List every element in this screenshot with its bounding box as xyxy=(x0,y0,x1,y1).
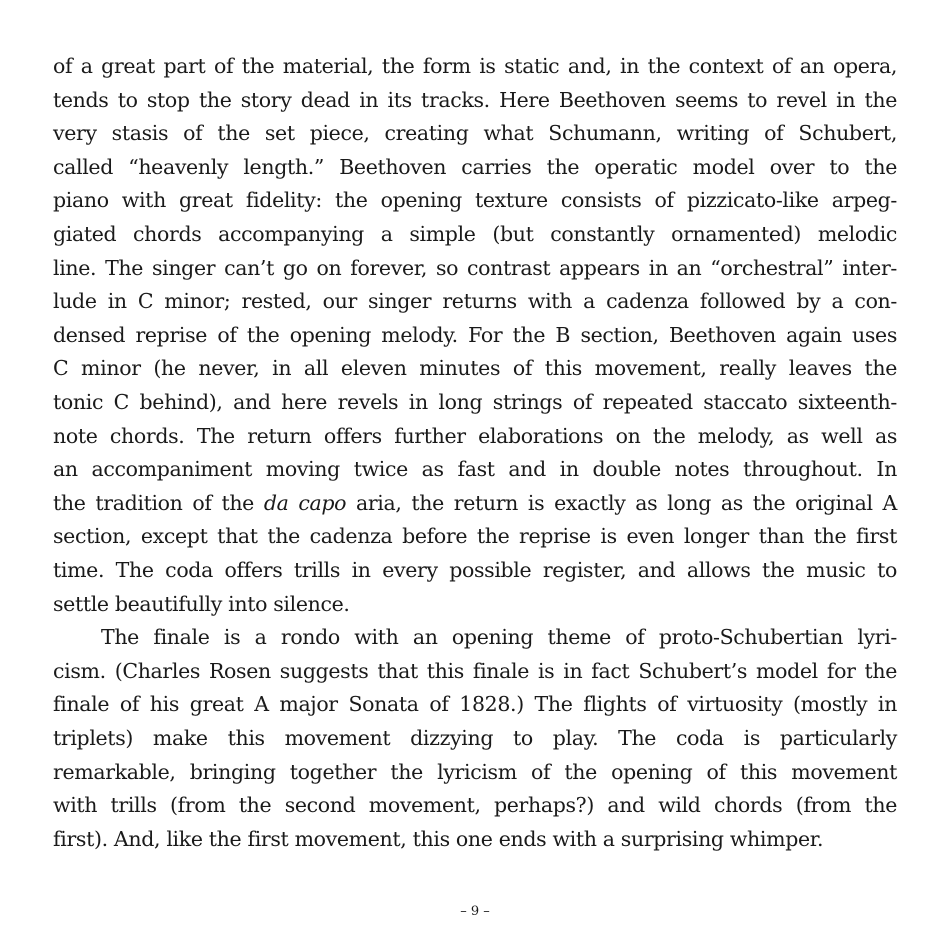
text-line: very stasis of the set piece, creating what Schumann, writing of Schubert, xyxy=(53,121,897,145)
text-line-paragraph-start: The finale is a rondo with an opening theme of proto-Schubertian lyri- xyxy=(101,625,897,649)
text-line: piano with great fidelity: the opening texture consists of pizzicato-like arpeg- xyxy=(53,188,897,212)
text-line: giated chords accompanying a simple (but constantly ornamented) melodic xyxy=(53,222,897,246)
text-line: densed reprise of the opening melody. For the B section, Beethoven again uses xyxy=(53,323,897,347)
text-line: tonic C behind), and here revels in long strings of repeated staccato sixteenth- xyxy=(53,390,897,414)
text-line-paragraph-end: settle beautifully into silence. xyxy=(53,592,350,616)
italic-term-da-capo: da capo xyxy=(263,491,347,515)
text-line: finale of his great A major Sonata of 1828.) The flights of virtuosity (mostly in xyxy=(53,692,897,716)
text-line: lude in C minor; rested, our singer returns with a cadenza followed by a con- xyxy=(53,289,897,313)
text-run: the tradition of the xyxy=(53,491,264,515)
text-line: with trills (from the second movement, perhaps?) and wild chords (from the xyxy=(53,793,897,817)
text-line: note chords. The return offers further elaborations on the melody, as well as xyxy=(53,424,897,448)
text-line: C minor (he never, in all eleven minutes of this movement, really leaves the xyxy=(53,356,897,380)
text-line: time. The coda offers trills in every possible register, and allows the music to xyxy=(53,558,897,582)
page-number: – 9 – xyxy=(460,904,490,919)
text-line: line. The singer can’t go on forever, so contrast appears in an “orchestral” inter- xyxy=(53,256,897,280)
text-line: an accompaniment moving twice as fast and in double notes throughout. In xyxy=(53,457,897,481)
text-line-paragraph-end: first). And, like the first movement, this one ends with a surprising whimper. xyxy=(53,827,824,851)
text-line: triplets) make this movement dizzying to play. The coda is particularly xyxy=(53,726,897,750)
text-line xyxy=(53,486,897,520)
text-run: aria, the return is exactly as long as the original A xyxy=(346,491,897,515)
text-line: of a great part of the material, the form is static and, in the context of an opera, xyxy=(53,54,897,78)
text-line: remarkable, bringing together the lyricism of the opening of this movement xyxy=(53,760,897,784)
text-line: tends to stop the story dead in its tracks. Here Beethoven seems to revel in the xyxy=(53,88,897,112)
text-line: called “heavenly length.” Beethoven carries the operatic model over to the xyxy=(53,155,897,179)
text-line: cism. (Charles Rosen suggests that this finale is in fact Schubert’s model for the xyxy=(53,659,897,683)
text-line: section, except that the cadenza before the reprise is even longer than the first xyxy=(53,524,897,548)
